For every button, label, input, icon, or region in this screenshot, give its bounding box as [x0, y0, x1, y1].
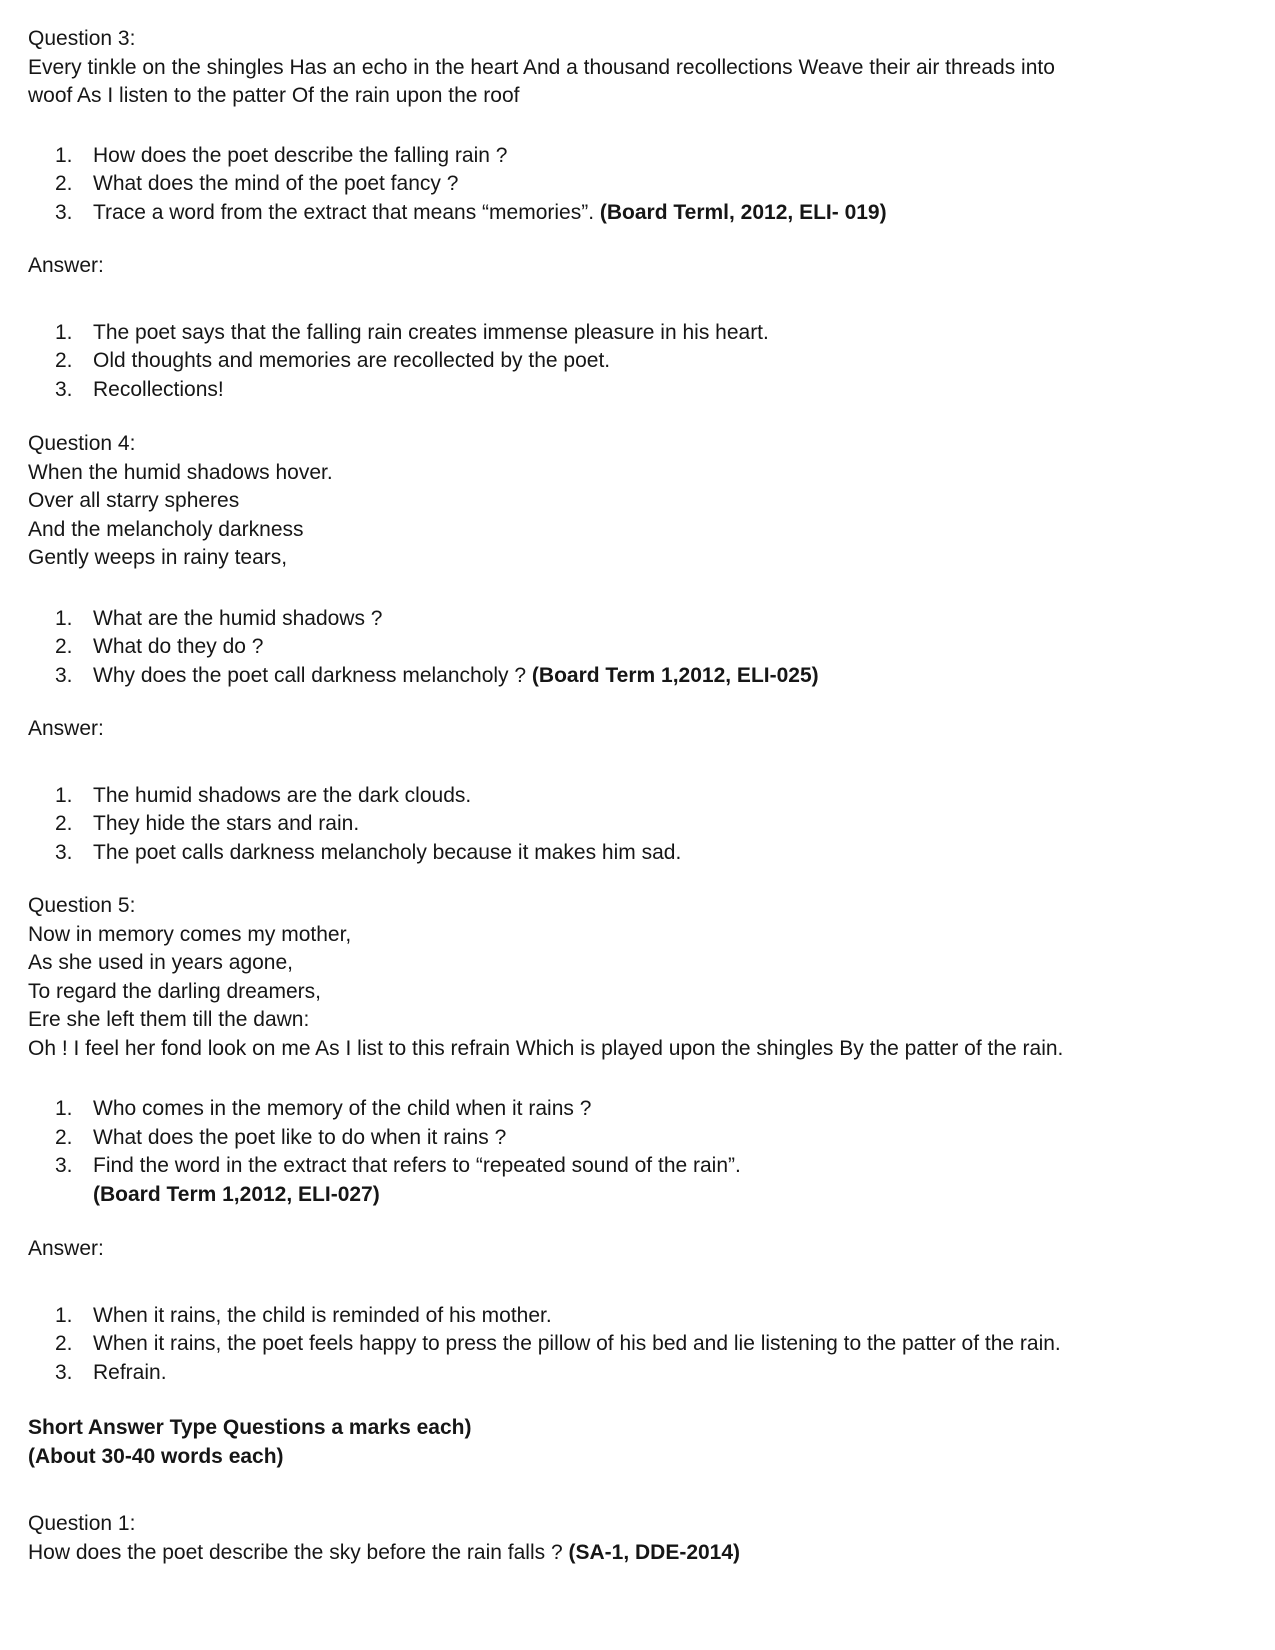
question-1-text [28, 1539, 1247, 1568]
question-5-extract-line: Now in memory comes my mother, [28, 922, 352, 946]
board-reference: (Board Term 1,2012, ELI-027) [93, 1182, 380, 1206]
list-item [28, 662, 1247, 691]
item-number: 1. [55, 320, 73, 344]
item-text-plain: Find the word in the extract that refers to “repeated sound of the rain”. [93, 1154, 741, 1177]
item-text-plain: Why does the poet call darkness melancholy ? [93, 663, 532, 687]
item-text: Old thoughts and memories are recollected by the poet. [93, 349, 611, 372]
item-number: 2. [55, 812, 73, 835]
item-number: 2. [55, 172, 73, 195]
question-3-extract-line: woof As I listen to the patter Of the rain upon the roof [28, 84, 520, 107]
item-number: 3. [55, 663, 73, 687]
list-item [28, 1124, 1247, 1153]
question-5-answers [28, 1302, 1247, 1388]
item-text: What does the mind of the poet fancy ? [93, 172, 459, 195]
question-5-extract-line: Oh ! I feel her fond look on me As I list to this refrain Which is played upon the shingles By the patter of the rain. [28, 1036, 1064, 1060]
question-1-paragraph [28, 1510, 1247, 1567]
item-number: 2. [55, 635, 73, 658]
question-5-extract-line: To regard the darling dreamers, [28, 979, 321, 1003]
list-item [28, 319, 1247, 348]
question-4-extract-line: And the melancholy darkness [28, 517, 304, 541]
question-3-paragraph [28, 25, 1247, 111]
question-4-label: Question 4: [28, 432, 136, 455]
item-text: What are the humid shadows ? [93, 606, 383, 630]
item-text: The humid shadows are the dark clouds. [93, 783, 472, 807]
item-number: 1. [55, 1097, 73, 1120]
list-item [28, 782, 1247, 811]
item-text: How does the poet describe the falling rain ? [93, 143, 508, 167]
list-item [28, 347, 1247, 376]
list-item [28, 142, 1247, 171]
answer-label: Answer: [28, 717, 104, 740]
board-reference: (SA-1, DDE-2014) [568, 1540, 741, 1564]
list-item [28, 839, 1247, 868]
list-item [28, 633, 1247, 662]
question-3-subquestions [28, 142, 1247, 228]
item-text-plain: Trace a word from the extract that means “memories”. [93, 200, 600, 224]
list-item [28, 1330, 1247, 1359]
item-number: 3. [55, 377, 73, 401]
item-text: When it rains, the child is reminded of his mother. [93, 1303, 552, 1327]
question-5-subquestions [28, 1095, 1247, 1209]
item-text: When it rains, the poet feels happy to press the pillow of his bed and lie listening to the patter of the rain. [93, 1332, 1061, 1355]
item-text: What do they do ? [93, 635, 264, 658]
question-5-extract-line: Ere she left them till the dawn: [28, 1008, 310, 1031]
question-1-label: Question 1: [28, 1512, 136, 1535]
list-item [28, 1152, 1247, 1209]
question-5-paragraph [28, 892, 1247, 1063]
question-5-extract-line: As she used in years agone, [28, 951, 294, 974]
question-4-paragraph [28, 430, 1247, 573]
answer-label: Answer: [28, 254, 104, 277]
section-heading-line: (About 30-40 words each) [28, 1444, 284, 1468]
item-text: The poet calls darkness melancholy because it makes him sad. [93, 840, 682, 864]
list-item [28, 1095, 1247, 1124]
item-number: 1. [55, 606, 73, 630]
question-5-label: Question 5: [28, 894, 136, 917]
board-reference: (Board Term 1,2012, ELI-025) [531, 663, 819, 687]
item-text: Who comes in the memory of the child when it rains ? [93, 1097, 592, 1120]
item-number: 3. [55, 200, 73, 224]
item-number: 3. [55, 1360, 73, 1384]
board-reference: (Board Terml, 2012, ELI- 019) [599, 200, 887, 224]
item-number: 2. [55, 1332, 73, 1355]
question-4-subquestions [28, 605, 1247, 691]
item-text: What does the poet like to do when it rains ? [93, 1125, 507, 1149]
list-item [28, 170, 1247, 199]
item-text [93, 662, 819, 691]
list-item [28, 199, 1247, 228]
item-text [93, 199, 887, 228]
question-3-answers [28, 319, 1247, 405]
question-1-text-plain: How does the poet describe the sky before the rain falls ? [28, 1540, 569, 1564]
item-number: 1. [55, 1303, 73, 1327]
item-number: 1. [55, 783, 73, 807]
item-text: The poet says that the falling rain creates immense pleasure in his heart. [93, 320, 769, 344]
item-number: 3. [55, 1154, 73, 1177]
section-heading-line: Short Answer Type Questions a marks each) [28, 1416, 472, 1439]
list-item [28, 376, 1247, 405]
question-4-extract-line: When the humid shadows hover. [28, 460, 333, 484]
question-4-answers [28, 782, 1247, 868]
question-3-extract-line: Every tinkle on the shingles Has an echo in the heart And a thousand recollections Weave their air threads into [28, 55, 1055, 79]
item-number: 1. [55, 143, 73, 167]
item-text: They hide the stars and rain. [93, 812, 360, 835]
list-item [28, 1359, 1247, 1388]
item-number: 2. [55, 349, 73, 372]
list-item [28, 605, 1247, 634]
item-number: 3. [55, 840, 73, 864]
item-number: 2. [55, 1125, 73, 1149]
answer-label: Answer: [28, 1237, 104, 1260]
item-text [93, 1152, 741, 1209]
section-heading [28, 1414, 1247, 1471]
item-text: Refrain. [93, 1360, 167, 1384]
question-3-label: Question 3: [28, 27, 136, 50]
item-text: Recollections! [93, 377, 224, 401]
question-4-extract-line: Gently weeps in rainy tears, [28, 546, 288, 569]
list-item [28, 1302, 1247, 1331]
list-item [28, 810, 1247, 839]
question-4-extract-line: Over all starry spheres [28, 489, 240, 512]
